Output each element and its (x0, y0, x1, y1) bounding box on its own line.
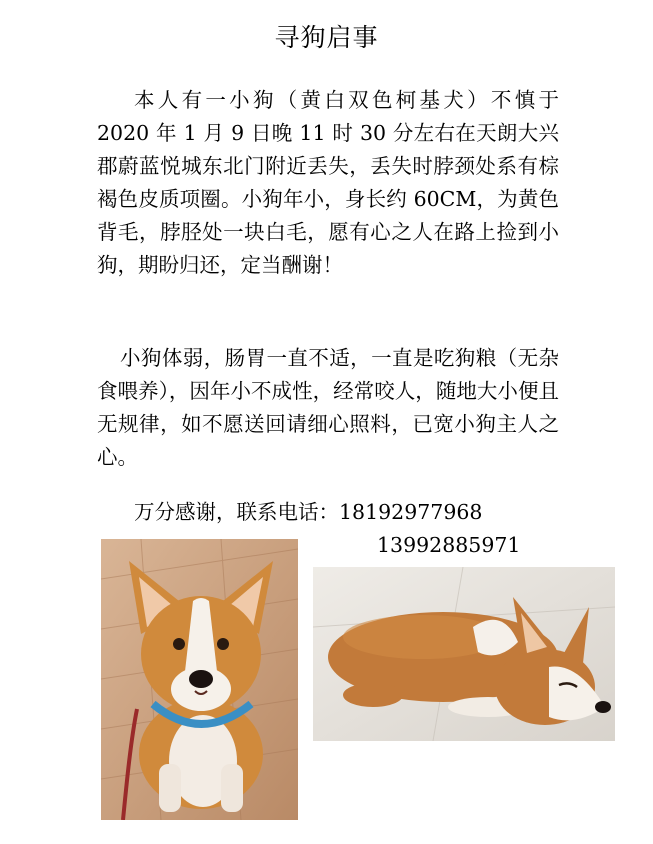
document-title: 寻狗启事 (274, 23, 379, 52)
phone-number-2: 13992885971 (377, 533, 521, 557)
paragraph-description: 本人有一小狗（黄白双色柯基犬）不慎于 2020 年 1 月 9 日晚 11 时 30 分左右在天朗大兴郡蔚蓝悦城东北门附近丢失，丢失时脖颈处系有棕褐色皮质项圈。小狗年小，身长约 60CM，为黄色背毛，脖胫处一块白毛，愿有心之人在路上捡到小狗，期盼归还，定当酬谢！ (97, 88, 559, 277)
corgi-lying-photo (313, 567, 615, 741)
corgi-sitting-photo (101, 539, 298, 820)
contact-line (134, 496, 482, 529)
contact-label: 万分感谢，联系电话： (134, 500, 339, 524)
phone-number-1: 18192977968 (339, 500, 483, 524)
paragraph-health-notes: 小狗体弱，肠胃一直不适，一直是吃狗粮（无杂食喂养），因年小不成性，经常咬人，随地大小便且无规律，如不愿送回请细心照料，已宽小狗主人之心。 (97, 346, 559, 469)
